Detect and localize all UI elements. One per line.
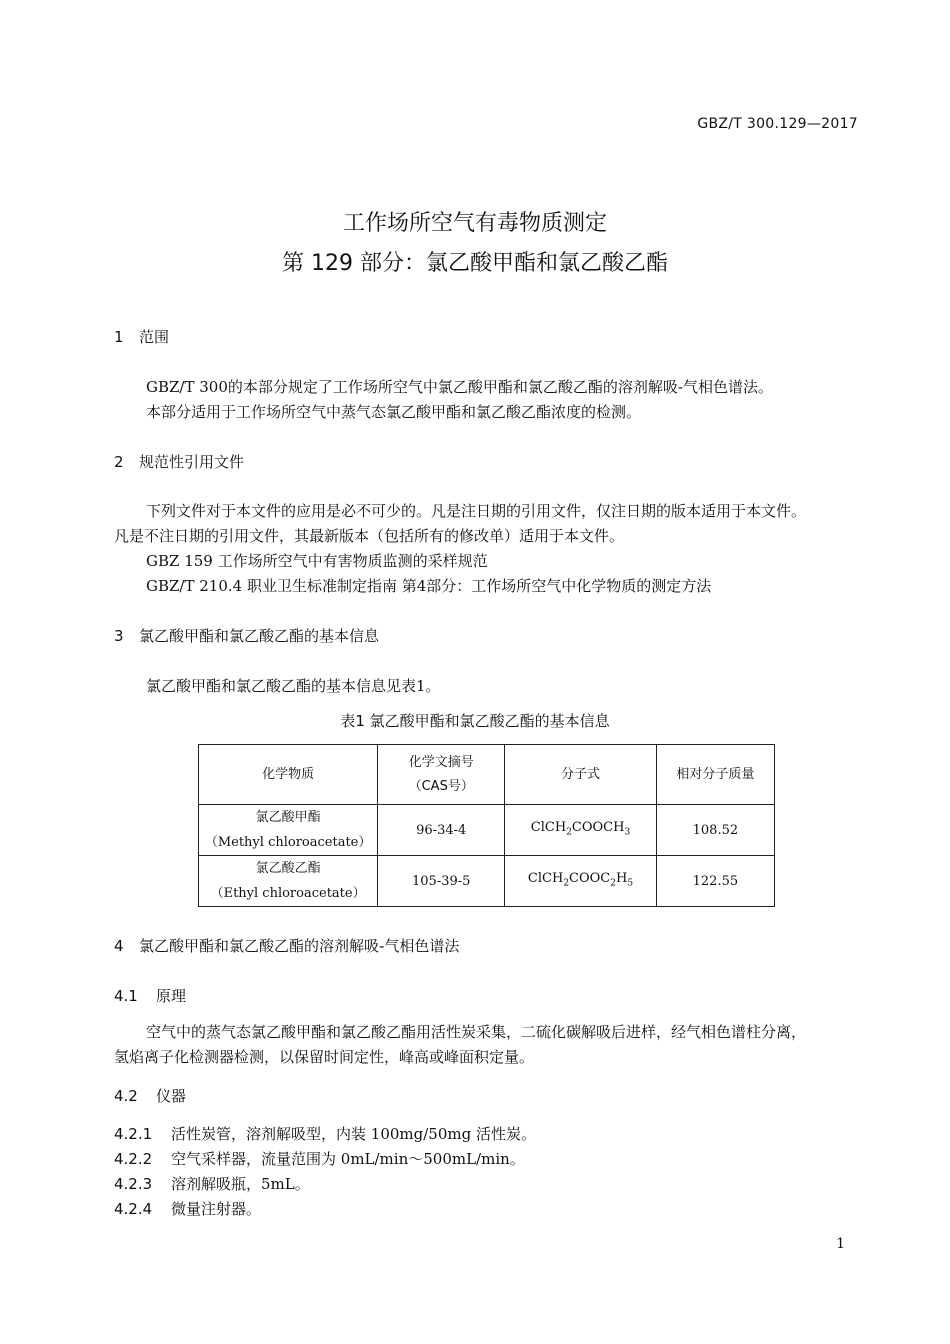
substance-name-cn: 氯乙酸乙酯 [255, 861, 321, 876]
list-item [114, 1198, 261, 1219]
header-cas [378, 745, 505, 805]
section-title: 氯乙酸甲酯和氯乙酸乙酯的溶剂解吸-气相色谱法 [139, 937, 460, 955]
page-number: 1 [836, 1236, 845, 1252]
formula-subscript: 3 [624, 827, 631, 838]
list-item [114, 1148, 525, 1169]
cell-formula [505, 856, 657, 907]
paragraph: 空气中的蒸气态氯乙酸甲酯和氯乙酸乙酯用活性炭采集，二硫化碳解吸后进样，经气相色谱柱分离， [146, 1023, 807, 1041]
table-header-row [199, 745, 775, 805]
header-mass: 相对分子质量 [656, 745, 774, 805]
formula-part: COOC [569, 870, 611, 886]
paragraph: 下列文件对于本文件的应用是必不可少的。凡是注日期的引用文件，仅注日期的版本适用于本文件。 [146, 502, 807, 520]
formula-part: COOCH [571, 819, 625, 835]
item-text: 活性炭管，溶剂解吸型，内装 100mg/50mg 活性炭。 [171, 1125, 536, 1143]
section-title: 仪器 [156, 1087, 187, 1105]
section-number: 4.1 [114, 987, 138, 1005]
item-number: 4.2.2 [114, 1150, 153, 1168]
section-heading-2 [114, 451, 244, 472]
table-row [199, 805, 775, 856]
item-text: 微量注射器。 [171, 1200, 262, 1218]
item-number: 4.2.4 [114, 1200, 153, 1218]
section-number: 4.2 [114, 1087, 138, 1105]
table-caption: 表1 氯乙酸甲酯和氯乙酸乙酯的基本信息 [340, 712, 610, 730]
section-heading-4 [114, 935, 459, 956]
cell-substance [199, 856, 378, 907]
section-heading-4-1 [114, 985, 186, 1006]
formula-part: ClCH [527, 870, 564, 886]
cell-substance [199, 805, 378, 856]
section-number: 4 [114, 937, 124, 955]
item-text: 空气采样器，流量范围为 0mL/min～500mL/min。 [171, 1150, 525, 1168]
header-cas-line1: 化学文摘号 [408, 754, 474, 770]
section-title: 范围 [139, 328, 170, 346]
document-title: 工作场所空气有毒物质测定 [342, 211, 607, 236]
section-heading-4-2 [114, 1085, 186, 1106]
section-heading-3 [114, 625, 379, 646]
section-number: 3 [114, 627, 124, 645]
section-title: 原理 [156, 987, 187, 1005]
list-item [114, 1123, 536, 1144]
header-formula: 分子式 [505, 745, 657, 805]
formula-subscript: 2 [563, 878, 570, 889]
reference-item: GBZ 159 工作场所空气中有害物质监测的采样规范 [146, 552, 488, 570]
formula-subscript: 5 [627, 878, 634, 889]
basic-info-table [198, 744, 775, 907]
cell-mass: 122.55 [656, 856, 774, 907]
section-number: 2 [114, 453, 124, 471]
paragraph: 本部分适用于工作场所空气中蒸气态氯乙酸甲酯和氯乙酸乙酯浓度的检测。 [146, 403, 642, 421]
substance-name-en: （Methyl chloroacetate） [204, 835, 372, 850]
item-number: 4.2.1 [114, 1125, 153, 1143]
document-subtitle: 第 129 部分：氯乙酸甲酯和氯乙酸乙酯 [282, 251, 668, 276]
cell-cas: 96-34-4 [378, 805, 505, 856]
formula-part: ClCH [530, 819, 567, 835]
table-row [199, 856, 775, 907]
reference-item: GBZ/T 210.4 职业卫生标准制定指南 第4部分：工作场所空气中化学物质的测定方法 [146, 577, 712, 595]
list-item [114, 1173, 310, 1194]
header-cas-line2: （CAS号） [408, 778, 474, 794]
item-number: 4.2.3 [114, 1175, 153, 1193]
cell-mass: 108.52 [656, 805, 774, 856]
formula-subscript: 2 [566, 827, 572, 838]
header-substance: 化学物质 [199, 745, 378, 805]
cell-formula [505, 805, 657, 856]
formula-part: H [616, 870, 628, 886]
substance-name-en: （Ethyl chloroacetate） [210, 886, 366, 901]
section-number: 1 [114, 328, 124, 346]
substance-name-cn: 氯乙酸甲酯 [255, 810, 321, 825]
paragraph: 凡是不注日期的引用文件，其最新版本（包括所有的修改单）适用于本文件。 [114, 527, 625, 545]
item-text: 溶剂解吸瓶，5mL。 [171, 1175, 310, 1193]
section-heading-1 [114, 326, 169, 347]
formula-subscript: 2 [610, 878, 616, 889]
section-title: 规范性引用文件 [139, 453, 245, 471]
standard-code: GBZ/T 300.129—2017 [697, 116, 858, 132]
cell-cas: 105-39-5 [378, 856, 505, 907]
paragraph: 氢焰离子化检测器检测，以保留时间定性，峰高或峰面积定量。 [114, 1048, 535, 1066]
paragraph: GBZ/T 300的本部分规定了工作场所空气中氯乙酸甲酯和氯乙酸乙酯的溶剂解吸-气相色谱法。 [146, 378, 773, 396]
section-title: 氯乙酸甲酯和氯乙酸乙酯的基本信息 [139, 627, 380, 645]
paragraph: 氯乙酸甲酯和氯乙酸乙酯的基本信息见表1。 [146, 677, 441, 695]
